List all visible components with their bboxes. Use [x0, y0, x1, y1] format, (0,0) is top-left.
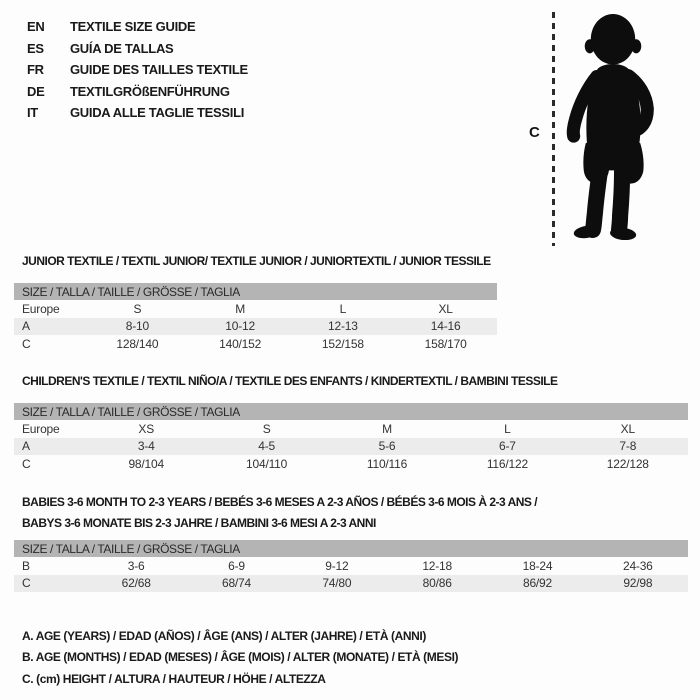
table-title-line: CHILDREN'S TEXTILE / TEXTIL NIÑO/A / TEXTILE DES ENFANTS / KINDERTEXTIL / BAMBINI TESSILE [22, 374, 558, 388]
language-title: GUIDA ALLE TAGLIE TESSILI [70, 105, 245, 121]
size-cell: 9-12 [325, 558, 349, 573]
table-row [14, 300, 497, 318]
size-cell: 122/128 [606, 456, 649, 471]
size-cell: 62/68 [121, 576, 151, 591]
size-cell: S [262, 421, 271, 436]
size-cell: 86/92 [522, 576, 552, 591]
size-cell: 8-10 [125, 319, 149, 334]
table-row [14, 575, 688, 593]
size-cell: 14-16 [430, 319, 461, 334]
table-row [14, 557, 688, 575]
language-row [27, 38, 248, 60]
size-cell: L [339, 301, 347, 316]
size-cell: 110/116 [366, 456, 408, 471]
table-row [14, 420, 688, 438]
row-label: Europe [22, 301, 60, 316]
size-cell: 80/86 [422, 576, 452, 591]
size-cell: XS [138, 421, 154, 436]
size-cell: 10-12 [225, 319, 255, 334]
size-cell: L [504, 421, 511, 436]
table-row [14, 318, 497, 336]
table-title-line: BABYS 3-6 MONATE BIS 2-3 JAHRE / BAMBINI 3-6 MESI A 2-3 ANNI [22, 515, 376, 530]
size-cell: 104/110 [246, 456, 288, 471]
language-title: TEXTILE SIZE GUIDE [70, 19, 196, 35]
language-row [27, 81, 248, 103]
language-code: ES [27, 40, 44, 56]
table-title-line: JUNIOR TEXTILE / TEXTIL JUNIOR/ TEXTILE JUNIOR / JUNIORTEXTIL / JUNIOR TESSILE [22, 254, 491, 268]
footnote: B. AGE (MONTHS) / EDAD (MESES) / ÂGE (MOIS) / ALTER (MONATE) / ETÀ (MESI) [22, 650, 459, 665]
size-cell: 68/74 [221, 576, 251, 591]
language-code: EN [27, 19, 45, 35]
size-cell: 7-8 [619, 439, 637, 454]
babies-size-table [14, 540, 688, 592]
language-title: GUIDE DES TAILLES TEXTILE [70, 62, 248, 78]
size-cell: 74/80 [322, 576, 352, 591]
row-label: A [22, 319, 30, 334]
size-cell: 12-18 [422, 558, 453, 573]
size-cell: 18-24 [522, 558, 553, 573]
size-cell: 3-6 [127, 558, 145, 573]
size-cell: 98/104 [128, 456, 164, 471]
size-cell: 12-13 [328, 319, 358, 334]
row-label: A [22, 439, 30, 454]
row-label: B [22, 558, 30, 573]
junior-size-table [14, 283, 497, 353]
language-title: GUÍA DE TALLAS [70, 40, 174, 56]
table-title-line: BABIES 3-6 MONTH TO 2-3 YEARS / BEBÉS 3-6 MESES A 2-3 AÑOS / BÉBÉS 3-6 MOIS À 2-3 ANS / [22, 495, 538, 509]
footnote: C. (cm) HEIGHT / ALTURA / HAUTEUR / HÖHE / ALTEZZA [22, 671, 326, 686]
table-row [14, 335, 497, 353]
footnote: A. AGE (YEARS) / EDAD (AÑOS) / ÂGE (ANS) / ALTER (JAHRE) / ETÀ (ANNI) [22, 628, 426, 643]
toddler-silhouette-icon [560, 12, 666, 240]
size-header-bar: SIZE / TALLA / TAILLE / GRÖSSE / TAGLIA [14, 403, 688, 420]
size-header-bar: SIZE / TALLA / TAILLE / GRÖSSE / TAGLIA [14, 540, 688, 557]
size-cell: S [133, 301, 142, 316]
babies-table-title [22, 492, 537, 533]
children-table-title [22, 371, 558, 392]
language-row [27, 59, 248, 81]
language-title: TEXTILGRÖßENFÜHRUNG [70, 83, 230, 99]
table-row [14, 455, 688, 473]
row-label: C [22, 456, 31, 471]
size-cell: 3-4 [137, 439, 155, 454]
size-cell: M [235, 301, 246, 316]
size-cell: 6-7 [499, 439, 516, 454]
row-label: C [22, 576, 31, 591]
language-code: FR [27, 62, 44, 78]
size-cell: 116/122 [486, 456, 528, 471]
size-cell: 152/158 [321, 336, 364, 351]
language-code: DE [27, 83, 45, 99]
legend-footnotes [22, 625, 458, 690]
language-row [27, 16, 248, 38]
children-size-table [14, 403, 688, 473]
size-cell: 24-36 [622, 558, 653, 573]
size-cell: XL [438, 301, 453, 316]
row-label: Europe [22, 421, 60, 436]
size-header-bar: SIZE / TALLA / TAILLE / GRÖSSE / TAGLIA [14, 283, 497, 300]
size-cell: 158/170 [424, 336, 467, 351]
table-row [14, 438, 688, 456]
size-cell: 140/152 [219, 336, 262, 351]
figure-height-label: C [529, 124, 540, 141]
size-cell: 4-5 [258, 439, 275, 454]
language-title-list [27, 16, 248, 124]
row-label: C [22, 336, 31, 351]
junior-table-title [22, 251, 491, 272]
size-cell: 128/140 [116, 336, 159, 351]
height-measure-dashed-line [552, 12, 555, 246]
language-code: IT [27, 105, 38, 121]
size-cell: 92/98 [623, 576, 653, 591]
size-cell: 5-6 [378, 439, 396, 454]
size-cell: M [382, 421, 392, 436]
size-cell: 6-9 [228, 558, 245, 573]
size-cell: XL [620, 421, 635, 436]
language-row [27, 102, 248, 124]
